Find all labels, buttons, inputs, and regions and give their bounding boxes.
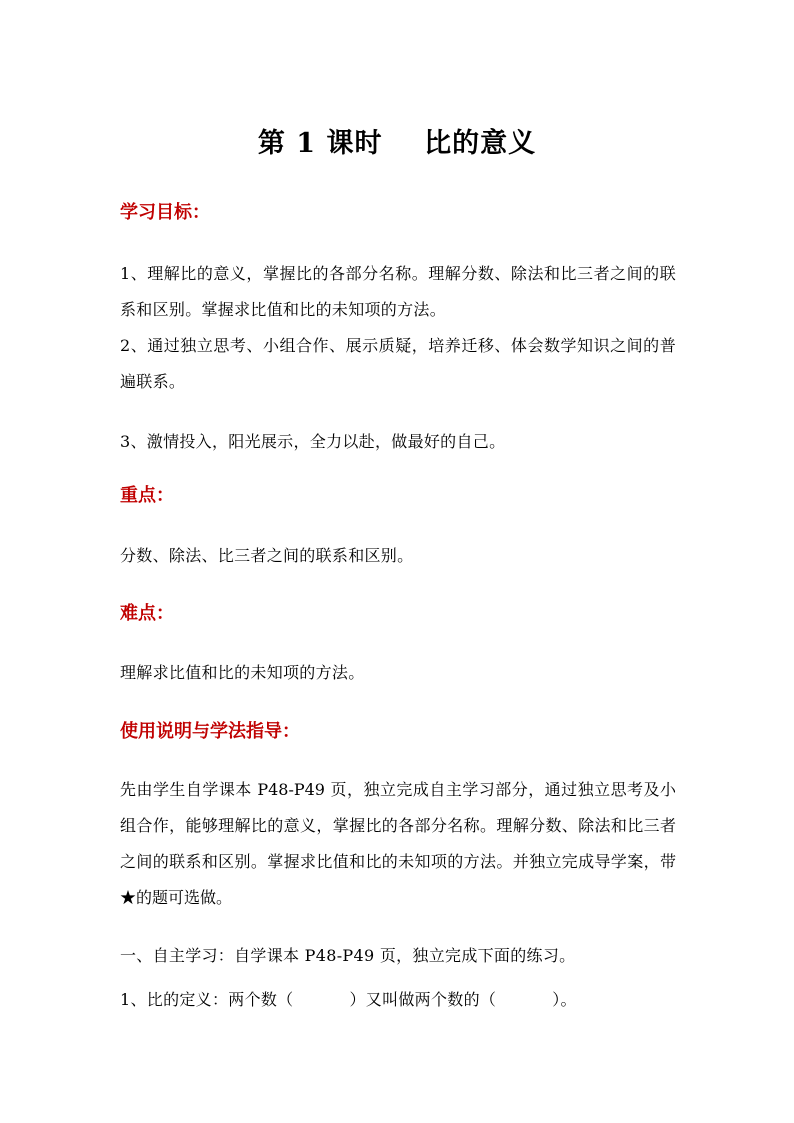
self-study-intro: 一、自主学习：自学课本 P48-P49 页，独立完成下面的练习。 — [120, 946, 576, 965]
difficulty-text: 理解求比值和比的未知项的方法。 — [120, 663, 365, 682]
goal-item-3: 3、激情投入，阳光展示，全力以赴，做最好的自己。 — [120, 432, 506, 451]
key-point-text: 分数、除法、比三者之间的联系和区别。 — [120, 546, 414, 565]
page-title: 第 1 课时 比的意义 — [257, 128, 537, 159]
goal-item-2: 2、通过独立思考、小组合作、展示质疑，培养迁移、体会数学知识之间的普遍联系。 — [120, 336, 676, 391]
question-1-part-1: 1、比的定义：两个数（ — [120, 990, 294, 1009]
key-point-heading: 重点： — [120, 485, 174, 506]
guide-heading: 使用说明与学法指导： — [120, 721, 300, 742]
guide-text: 先由学生自学课本 P48-P49 页，独立完成自主学习部分，通过独立思考及小组合作，能够理解比的意义，掌握比的各部分名称。理解分数、除法和比三者之间的联系和区别。掌握求比值和比的未知项的方法。并独立完成导学案，带★的题可选做。 — [120, 780, 676, 907]
difficulty-heading: 难点： — [120, 603, 174, 624]
goals-heading: 学习目标： — [120, 202, 210, 223]
question-1-part-2: ）又叫做两个数的（ — [349, 990, 497, 1009]
goal-item-1: 1、理解比的意义，掌握比的各部分名称。理解分数、除法和比三者之间的联系和区别。掌握求比值和比的未知项的方法。 — [120, 264, 676, 319]
question-1 — [120, 986, 577, 1014]
question-1-part-3: ）。 — [552, 990, 577, 1009]
